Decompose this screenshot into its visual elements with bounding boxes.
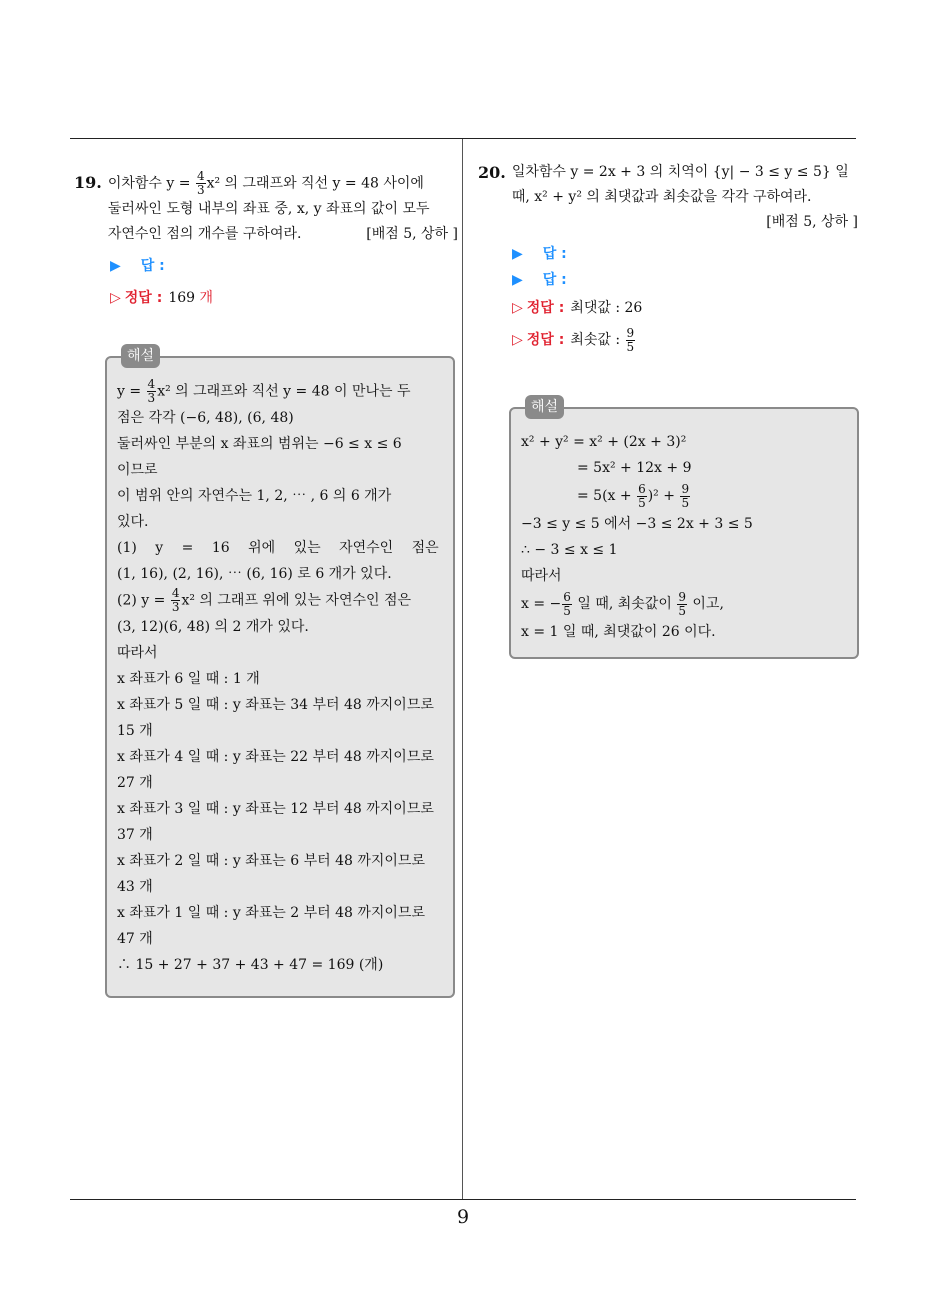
- solution-line: 27 개: [117, 775, 153, 791]
- answer-label: 답 :: [140, 258, 165, 274]
- solution-line: x = − $\frac{6}{5}$ 일 때, 최솟값이 $\frac{9}{5}$ 이고,: [521, 589, 724, 618]
- correct-value: 최솟값 :: [570, 332, 625, 348]
- fraction: $\frac{9}{5}$: [626, 325, 635, 354]
- solution-box-19: [105, 348, 455, 998]
- solution-line: (1, 16), (2, 16), ⋯ (6, 16) 로 6 개가 있다.: [117, 566, 392, 582]
- solution-line: ∴ − 3 ≤ x ≤ 1: [521, 542, 618, 558]
- solution-line: x 좌표가 2 일 때 : y 좌표는 6 부터 48 까지이므로: [117, 853, 425, 869]
- solution-line: x 좌표가 5 일 때 : y 좌표는 34 부터 48 까지이므로: [117, 697, 434, 713]
- question-number: 19.: [74, 173, 102, 192]
- bottom-rule: [70, 1199, 856, 1200]
- solution-line: 47 개: [117, 931, 153, 947]
- question-text: [108, 170, 458, 247]
- solution-line: x 좌표가 1 일 때 : y 좌표는 2 부터 48 까지이므로: [117, 905, 425, 921]
- correct-label: 정답 :: [124, 290, 163, 306]
- outline-triangle-icon: ▷: [512, 332, 523, 348]
- solution-line: 37 개: [117, 827, 153, 843]
- solution-line: 있다.: [117, 514, 149, 530]
- question-text-line: 일차함수 y = 2x + 3 의 치역이 {y| − 3 ≤ y ≤ 5} 일: [511, 164, 849, 180]
- question-text-line: 때, x² + y² 의 최댓값과 최솟값을 각각 구하여라.: [511, 189, 812, 205]
- correct-value: 최댓값 : 26: [570, 300, 643, 316]
- points-label: [배점 5, 상하 ]: [366, 226, 458, 242]
- correct-label: 정답 :: [526, 332, 565, 348]
- answer-row: [512, 241, 858, 267]
- solution-line: 따라서: [521, 568, 562, 584]
- correct-value: 169: [168, 290, 196, 306]
- solution-line: (1) y = 16 위에 있는 자연수인 점은: [117, 540, 439, 556]
- solution-line: 따라서: [117, 645, 158, 661]
- question-20: [478, 160, 858, 355]
- correct-answer-row: [512, 325, 858, 355]
- question-text: [512, 160, 858, 235]
- points-label: [배점 5, 상하 ]: [766, 214, 858, 230]
- answer-row: [512, 267, 858, 293]
- solution-line: 둘러싸인 부분의 x 좌표의 범위는 −6 ≤ x ≤ 6: [117, 436, 402, 452]
- page-number: 9: [456, 1206, 470, 1228]
- outline-triangle-icon: ▷: [512, 300, 523, 316]
- solution-line: (3, 12)(6, 48) 의 2 개가 있다.: [117, 619, 309, 635]
- play-triangle-icon: ▶: [110, 258, 121, 274]
- solution-line: = 5x² + 12x + 9: [577, 460, 692, 476]
- answer-label: 답 :: [542, 246, 567, 262]
- solution-line: x = 1 일 때, 최댓값이 26 이다.: [521, 624, 716, 640]
- solution-line: (2) y = $\frac{4}{3}$ x² 의 그래프 위에 있는 자연수인 점은: [117, 586, 412, 614]
- play-triangle-icon: ▶: [512, 246, 523, 262]
- question-text-line: 자연수인 점의 개수를 구하여라.: [107, 226, 302, 242]
- solution-line: = 5(x + $\frac{6}{5}$ )² + $\frac{9}{5}$: [577, 481, 690, 510]
- solution-line: x² + y² = x² + (2x + 3)²: [521, 434, 687, 450]
- correct-answer-row: [512, 295, 858, 321]
- solution-line: −3 ≤ y ≤ 5 에서 −3 ≤ 2x + 3 ≤ 5: [521, 516, 753, 532]
- column-divider: [462, 139, 463, 1199]
- solution-line: 이므로: [117, 462, 158, 478]
- answer-label: 답 :: [542, 272, 567, 288]
- question-number: 20.: [478, 163, 506, 182]
- solution-tag: 해설: [525, 395, 564, 419]
- solution-line: ∴ 15 + 27 + 37 + 43 + 47 = 169 (개): [117, 957, 384, 973]
- question-19: [74, 170, 458, 311]
- play-triangle-icon: ▶: [512, 272, 523, 288]
- fraction: $\frac{4}{3}$: [196, 169, 205, 197]
- solution-line: x 좌표가 6 일 때 : 1 개: [117, 671, 260, 687]
- question-text-part: x² 의 그래프와 직선 y = 48 사이에: [206, 175, 424, 192]
- solution-line: 15 개: [117, 723, 153, 739]
- correct-label: 정답 :: [526, 300, 565, 316]
- solution-line: 43 개: [117, 879, 153, 895]
- outline-triangle-icon: ▷: [110, 290, 121, 306]
- solution-line: 이 범위 안의 자연수는 1, 2, ⋯ , 6 의 6 개가: [117, 488, 392, 504]
- correct-answer-row: [110, 285, 458, 311]
- solution-box-20: [509, 399, 859, 659]
- answer-row: [110, 253, 458, 279]
- solution-line: y = $\frac{4}{3}$ x² 의 그래프와 직선 y = 48 이 만나는 두: [117, 377, 411, 405]
- solution-line: 점은 각각 (−6, 48), (6, 48): [117, 410, 294, 426]
- solution-tag: 해설: [121, 344, 160, 368]
- solution-line: x 좌표가 4 일 때 : y 좌표는 22 부터 48 까지이므로: [117, 749, 434, 765]
- question-text-line: 둘러싸인 도형 내부의 좌표 중, x, y 좌표의 값이 모두: [107, 201, 430, 217]
- top-rule: [70, 138, 856, 139]
- question-text-part: 이차함수 y =: [107, 175, 195, 192]
- correct-unit: 개: [199, 290, 214, 306]
- solution-line: x 좌표가 3 일 때 : y 좌표는 12 부터 48 까지이므로: [117, 801, 434, 817]
